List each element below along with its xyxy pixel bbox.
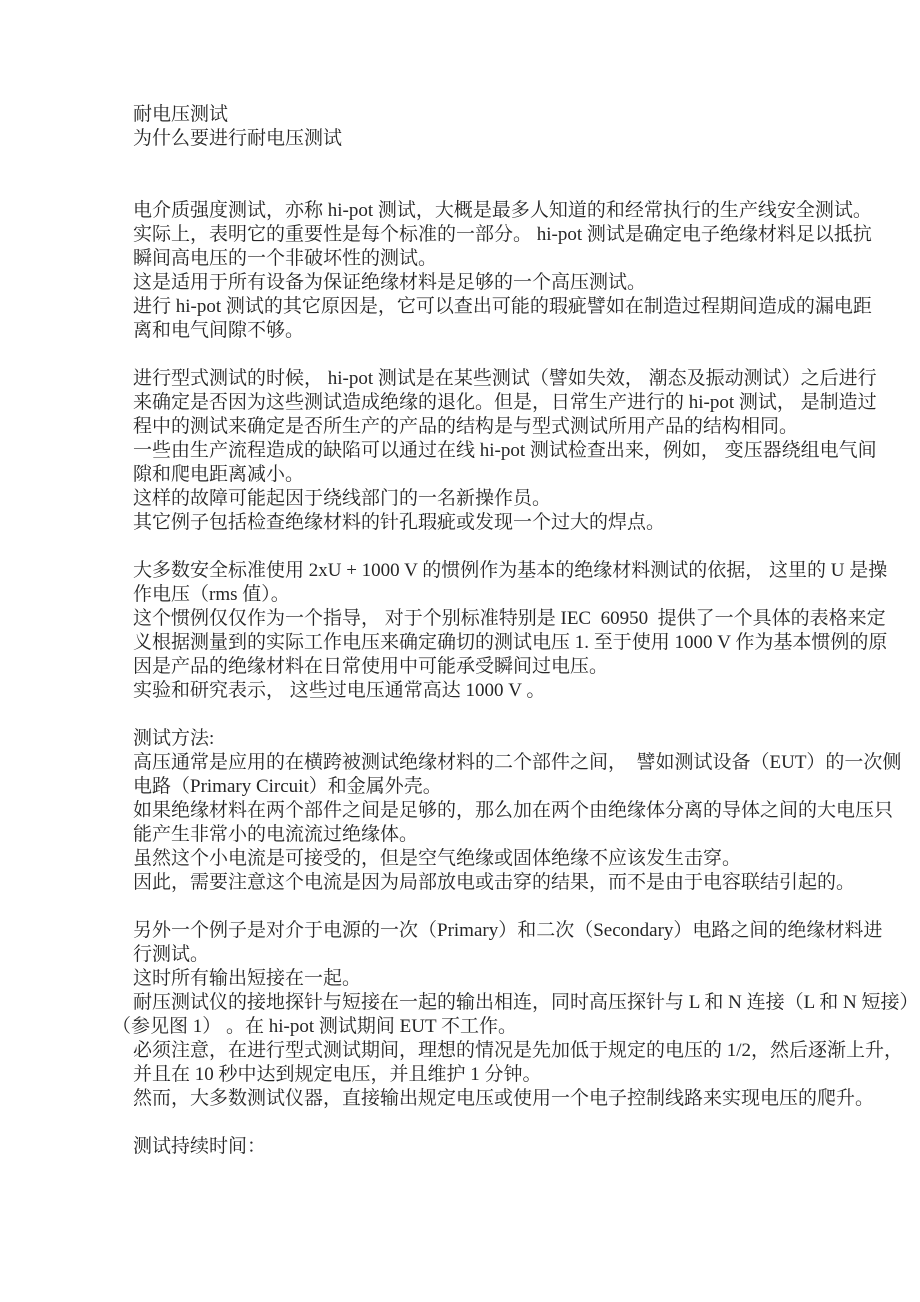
text-line: 进行型式测试的时候， hi-pot 测试是在某些测试（譬如失效， 潮态及振动测试）之后进行 <box>133 368 877 389</box>
text-line: 并且在 10 秒中达到规定电压，并且维护 1 分钟。 <box>133 1064 542 1085</box>
text-line: 瞬间高电压的一个非破坏性的测试。 <box>133 248 438 269</box>
text-line: 高压通常是应用的在横跨被测试绝缘材料的二个部件之间， 譬如测试设备（EUT）的一次侧 <box>133 752 902 773</box>
text-line: 能产生非常小的电流流过绝缘体。 <box>133 824 419 845</box>
text-line: 一些由生产流程造成的缺陷可以通过在线 hi-pot 测试检查出来，例如， 变压器绕组电气间 <box>133 440 877 461</box>
paragraph-block <box>133 367 877 535</box>
text-line: 测试持续时间： <box>133 1136 267 1157</box>
text-line: 离和电气间隙不够。 <box>133 320 305 341</box>
title-line: 耐电压测试 <box>133 104 229 125</box>
text-line: 作电压（rms 值）。 <box>133 584 290 605</box>
paragraph-block <box>133 559 888 703</box>
text-line: 实验和研究表示， 这些过电压通常高达 1000 V 。 <box>133 680 546 701</box>
text-line: 然而，大多数测试仪器，直接输出规定电压或使用一个电子控制线路来实现电压的爬升。 <box>133 1088 875 1109</box>
text-line: 实际上，表明它的重要性是每个标准的一部分。 hi-pot 测试是确定电子绝缘材料足以抵抗 <box>133 224 872 245</box>
text-line: 进行 hi-pot 测试的其它原因是，它可以查出可能的瑕疵譬如在制造过程期间造成的漏电距 <box>133 296 872 317</box>
text-line: 隙和爬电距离减小。 <box>133 464 305 485</box>
text-line: 耐压测试仪的接地探针与短接在一起的输出相连，同时高压探针与 L 和 N 连接（L 和 N 短接） <box>133 992 919 1013</box>
text-line: 来确定是否因为这些测试造成绝缘的退化。但是，日常生产进行的 hi-pot 测试， 是制造过 <box>133 392 877 413</box>
text-line: 测试方法: <box>133 728 215 749</box>
document-body <box>112 103 919 1159</box>
text-line: 如果绝缘材料在两个部件之间是足够的，那么加在两个由绝缘体分离的导体之间的大电压只 <box>133 800 894 821</box>
text-line: 这时所有输出短接在一起。 <box>133 968 362 989</box>
title-line: 为什么要进行耐电压测试 <box>133 128 343 149</box>
document-title-block <box>133 103 873 151</box>
paragraph-block <box>133 727 902 895</box>
paragraph-block <box>133 199 873 343</box>
paragraph-block <box>133 1135 873 1159</box>
text-line: 必须注意，在进行型式测试期间，理想的情况是先加低于规定的电压的 1/2，然后逐渐上升， <box>133 1040 904 1061</box>
paragraph-block <box>112 919 919 1111</box>
text-line: （参见图 1） 。在 hi-pot 测试期间 EUT 不工作。 <box>112 1016 517 1037</box>
text-line: 电介质强度测试，亦称 hi-pot 测试，大概是最多人知道的和经常执行的生产线安全测试。 <box>133 200 872 221</box>
text-line: 这个惯例仅仅作为一个指导， 对于个别标准特别是 IEC 60950 提供了一个具体的表格来定 <box>133 608 886 629</box>
text-line: 另外一个例子是对介于电源的一次（Primary）和二次（Secondary）电路之间的绝缘材料进 <box>133 920 883 941</box>
text-line: 程中的测试来确定是否所生产的产品的结构是与型式测试所用产品的结构相同。 <box>133 416 799 437</box>
text-line: 大多数安全标准使用 2xU + 1000 V 的惯例作为基本的绝缘材料测试的依据， 这里的 U 是操 <box>133 560 888 581</box>
text-line: 虽然这个小电流是可接受的，但是空气绝缘或固体绝缘不应该发生击穿。 <box>133 848 742 869</box>
text-line: 这样的故障可能起因于绕线部门的一名新操作员。 <box>133 488 552 509</box>
text-line: 电路（Primary Circuit）和金属外壳。 <box>133 776 442 797</box>
text-line: 其它例子包括检查绝缘材料的针孔瑕疵或发现一个过大的焊点。 <box>133 512 666 533</box>
text-line: 因此，需要注意这个电流是因为局部放电或击穿的结果，而不是由于电容联结引起的。 <box>133 872 856 893</box>
text-line: 因是产品的绝缘材料在日常使用中可能承受瞬间过电压。 <box>133 656 609 677</box>
text-line: 义根据测量到的实际工作电压来确定确切的测试电压 1. 至于使用 1000 V 作为基本惯例的原 <box>133 632 888 653</box>
text-line: 行测试。 <box>133 944 210 965</box>
text-line: 这是适用于所有设备为保证绝缘材料是足够的一个高压测试。 <box>133 272 647 293</box>
